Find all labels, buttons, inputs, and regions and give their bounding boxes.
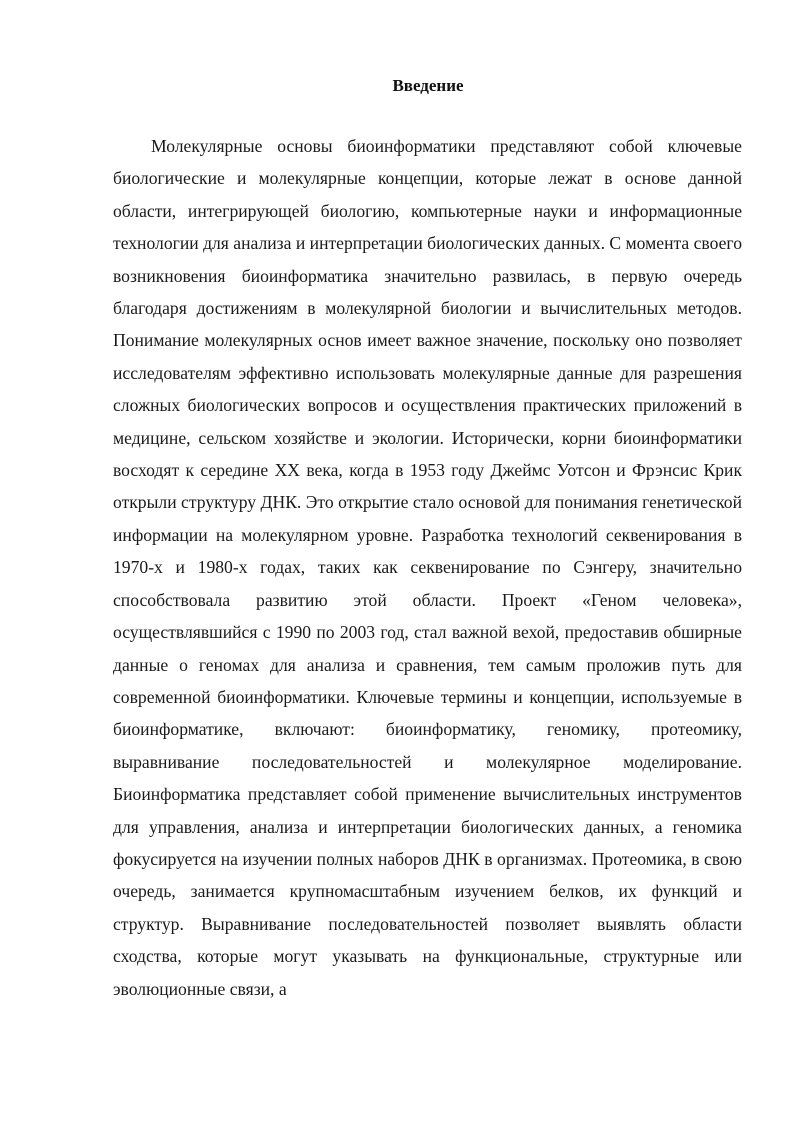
body-paragraph: Молекулярные основы биоинформатики представляют собой ключевые биологические и молекулярные концепции, которые лежат в основе данной области, интегрирующей биологию, компьютерные науки и информационные технологии для анализа и интерпретации биологических данных. С момента своего возникновения биоинформатика значительно развилась, в первую очередь благодаря достижениям в молекулярной биологии и вычислительных методов. Понимание молекулярных основ имеет важное значение, поскольку оно позволяет исследователям эффективно использовать молекулярные данные для разрешения сложных биологических вопросов и осуществления практических приложений в медицине, сельском хозяйстве и экологии. Исторически, корни биоинформатики восходят к середине XX века, когда в 1953 году Джеймс Уотсон и Фрэнсис Крик открыли структуру ДНК. Это открытие стало основой для понимания генетической информации на молекулярном уровне. Разработка технологий секвенирования в 1970-х и 1980-х годах, таких как секвенирование по Сэнгеру, значительно способствовала развитию этой области. Проект «Геном человека», осуществлявшийся с 1990 по 2003 год, стал важной вехой, предоставив обширные данные о геномах для анализа и сравнения, тем самым проложив путь для современной биоинформатики. Ключевые термины и концепции, используемые в биоинформатике, включают: биоинформатику, геномику, протеомику, выравнивание последовательностей и молекулярное моделирование. Биоинформатика представляет собой применение вычислительных инструментов для управления, анализа и интерпретации биологических данных, а геномика фокусируется на изучении полных наборов ДНК в организмах. Протеомика, в свою очередь, занимается крупномасштабным изучением белков, их функций и структур. Выравнивание последовательностей позволяет выявлять области сходства, которые могут указывать на функциональные, структурные или эволюционные связи, а [113,136,742,999]
section-heading: Введение [392,76,464,95]
